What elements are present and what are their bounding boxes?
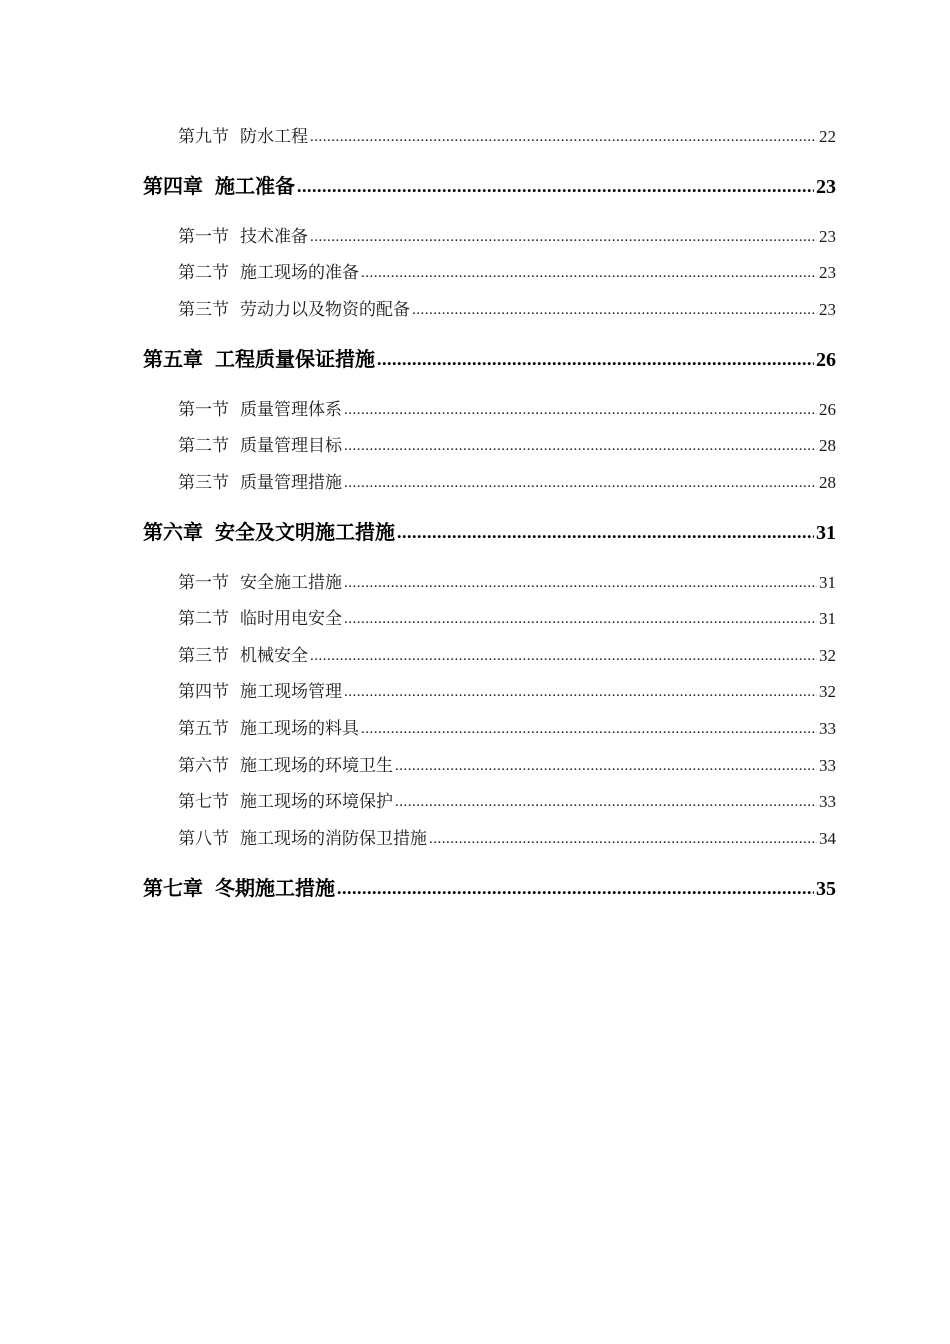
toc-entry-number: 第五节 — [178, 719, 229, 739]
toc-entry-page: 33 — [819, 756, 836, 775]
toc-entry-section[interactable] — [178, 607, 836, 631]
toc-entry-title: 质量管理措施 — [240, 473, 342, 493]
toc-entry-section[interactable] — [178, 754, 836, 778]
toc-entry-page: 28 — [819, 436, 836, 455]
toc-entry-page: 26 — [816, 349, 836, 371]
toc-dot-leader — [297, 172, 814, 200]
toc-dot-leader — [395, 754, 817, 778]
toc-entry-page: 23 — [819, 263, 836, 282]
toc-entry-section[interactable] — [178, 680, 836, 704]
toc-entry-number: 第四章 — [143, 174, 203, 198]
toc-entry-number: 第三节 — [178, 473, 229, 493]
toc-entry-number: 第二节 — [178, 436, 229, 456]
toc-entry-number: 第六节 — [178, 756, 229, 776]
toc-dot-leader — [361, 717, 817, 741]
toc-dot-leader — [377, 345, 814, 373]
toc-entry-page: 23 — [819, 300, 836, 319]
toc-entry-title: 施工现场的料具 — [240, 719, 359, 739]
toc-entry-page: 31 — [819, 573, 836, 592]
toc-entry-number: 第九节 — [178, 127, 229, 147]
toc-dot-leader — [344, 680, 817, 704]
toc-entry-section[interactable] — [178, 298, 836, 322]
toc-entry-title: 技术准备 — [240, 227, 308, 247]
toc-entry-title: 冬期施工措施 — [215, 876, 335, 900]
toc-entry-chapter[interactable] — [143, 172, 836, 200]
toc-dot-leader — [344, 434, 817, 458]
toc-entry-page: 26 — [819, 400, 836, 419]
toc-dot-leader — [361, 261, 817, 285]
toc-dot-leader — [412, 298, 817, 322]
toc-entry-section[interactable] — [178, 717, 836, 741]
toc-entry-title: 施工现场的准备 — [240, 263, 359, 283]
toc-entry-section[interactable] — [178, 125, 836, 149]
toc-entry-number: 第七节 — [178, 792, 229, 812]
toc-entry-title: 施工现场的环境卫生 — [240, 756, 393, 776]
toc-entry-title: 临时用电安全 — [240, 609, 342, 629]
toc-entry-number: 第一节 — [178, 573, 229, 593]
toc-dot-leader — [344, 607, 817, 631]
toc-entry-page: 31 — [816, 522, 836, 544]
toc-entry-number: 第七章 — [143, 876, 203, 900]
toc-dot-leader — [310, 125, 817, 149]
toc-dot-leader — [344, 471, 817, 495]
toc-entry-number: 第二节 — [178, 609, 229, 629]
toc-entry-section[interactable] — [178, 571, 836, 595]
toc-entry-title: 质量管理目标 — [240, 436, 342, 456]
toc-dot-leader — [337, 874, 814, 902]
toc-entry-title: 施工现场的环境保护 — [240, 792, 393, 812]
toc-entry-title: 施工准备 — [215, 174, 295, 198]
toc-entry-page: 35 — [816, 878, 836, 900]
toc-entry-number: 第三节 — [178, 646, 229, 666]
toc-entry-title: 工程质量保证措施 — [215, 347, 375, 371]
toc-entry-number: 第一节 — [178, 227, 229, 247]
toc-entry-page: 33 — [819, 792, 836, 811]
toc-entry-section[interactable] — [178, 261, 836, 285]
toc-entry-title: 施工现场管理 — [240, 682, 342, 702]
toc-entry-section[interactable] — [178, 827, 836, 851]
toc-entry-page: 23 — [819, 227, 836, 246]
toc-entry-title: 施工现场的消防保卫措施 — [240, 829, 427, 849]
toc-entry-page: 23 — [816, 176, 836, 198]
toc-entry-title: 防水工程 — [240, 127, 308, 147]
toc-entry-page: 34 — [819, 829, 836, 848]
toc-entry-section[interactable] — [178, 225, 836, 249]
toc-entry-page: 31 — [819, 609, 836, 628]
toc-dot-leader — [397, 518, 814, 546]
toc-entry-number: 第二节 — [178, 263, 229, 283]
toc-dot-leader — [310, 644, 817, 668]
toc-entry-page: 32 — [819, 682, 836, 701]
toc-entry-number: 第八节 — [178, 829, 229, 849]
toc-entry-page: 33 — [819, 719, 836, 738]
toc-entry-section[interactable] — [178, 644, 836, 668]
toc-dot-leader — [429, 827, 817, 851]
toc-entry-title: 质量管理体系 — [240, 400, 342, 420]
toc-entry-section[interactable] — [178, 471, 836, 495]
toc-entry-number: 第三节 — [178, 300, 229, 320]
toc-entry-page: 22 — [819, 127, 836, 146]
toc-entry-title: 机械安全 — [240, 646, 308, 666]
toc-dot-leader — [344, 571, 817, 595]
toc-dot-leader — [395, 790, 817, 814]
toc-entry-section[interactable] — [178, 434, 836, 458]
toc-entry-title: 安全及文明施工措施 — [215, 520, 395, 544]
toc-entry-chapter[interactable] — [143, 518, 836, 546]
toc-entry-page: 32 — [819, 646, 836, 665]
toc-entry-number: 第四节 — [178, 682, 229, 702]
toc-entry-page: 28 — [819, 473, 836, 492]
toc-entry-chapter[interactable] — [143, 345, 836, 373]
toc-entry-section[interactable] — [178, 790, 836, 814]
toc-dot-leader — [344, 398, 817, 422]
toc-entry-number: 第五章 — [143, 347, 203, 371]
toc-entry-chapter[interactable] — [143, 874, 836, 902]
toc-entry-title: 安全施工措施 — [240, 573, 342, 593]
toc-entry-section[interactable] — [178, 398, 836, 422]
toc-entry-number: 第一节 — [178, 400, 229, 420]
toc-dot-leader — [310, 225, 817, 249]
toc-entry-number: 第六章 — [143, 520, 203, 544]
toc-entry-title: 劳动力以及物资的配备 — [240, 300, 410, 320]
